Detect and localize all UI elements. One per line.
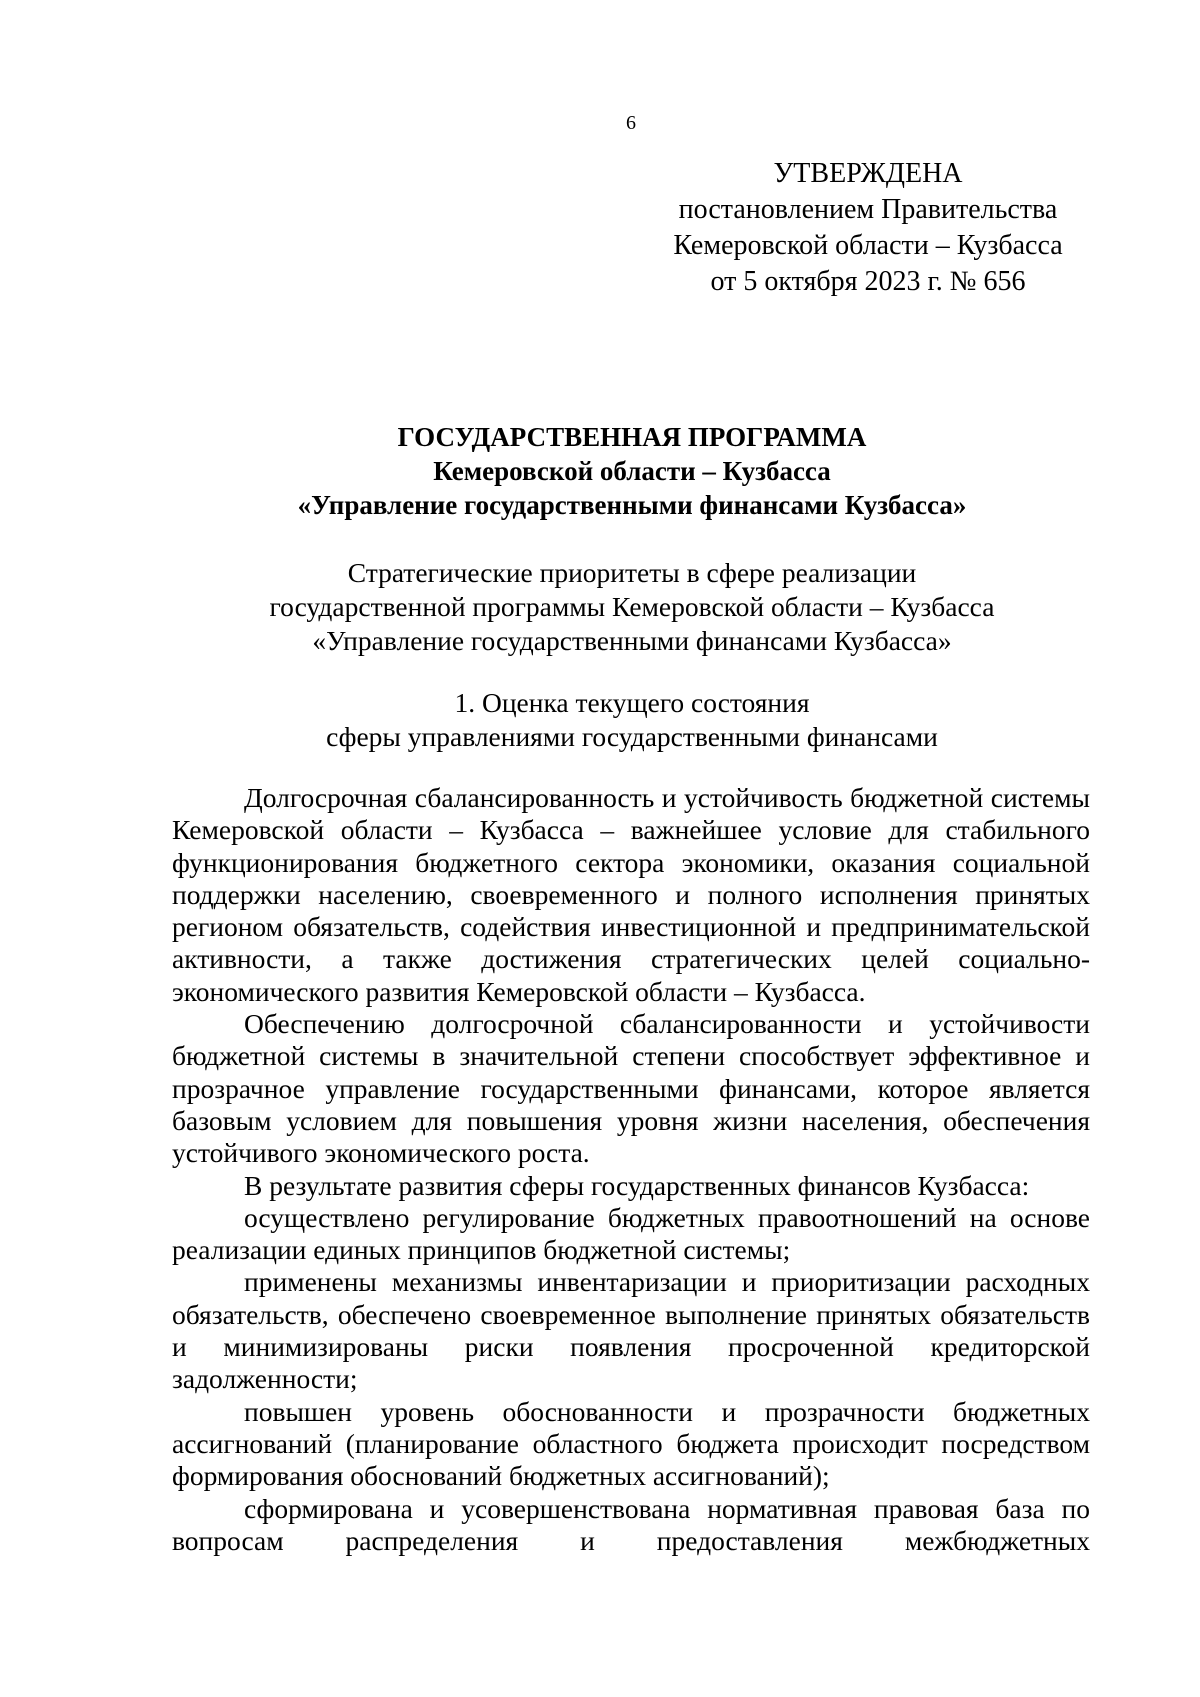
paragraph: Обеспечению долгосрочной сбалансированности и устойчивости бюджетной системы в значительной степени способствует эффективное и прозрачное управление государственными финансами, которое является базовым условием для повышения уровня жизни населения, обеспечения устойчивого экономического роста. <box>172 1008 1090 1169</box>
paragraph: сформирована и усовершенствована нормативная правовая база по вопросам распределения и предоставления межбюджетных <box>172 1492 1090 1556</box>
section-title-line: 1. Оценка текущего состояния <box>454 687 810 718</box>
paragraph: Долгосрочная сбалансированность и устойчивость бюджетной системы Кемеровской области – Кузбасса – важнейшее условие для стабильного функционирования бюджетного сектора экономики, оказания социальной поддержки населению, своевременного и полного исполнения принятых регионом обязательств, содействия инвестиционной и предпринимательской активности, а также достижения стратегических целей социально-экономического развития Кемеровской области – Кузбасса. <box>172 782 1090 1007</box>
approval-stamp <box>650 156 1086 300</box>
approval-date: от 5 октября 2023 г. № 656 <box>710 266 1026 297</box>
program-title: ГОСУДАРСТВЕННАЯ ПРОГРАММА <box>397 422 867 452</box>
paragraph: осуществлено регулирование бюджетных правоотношений на основе реализации единых принципов бюджетной системы; <box>172 1201 1090 1266</box>
subheading-line: «Управление государственными финансами Кузбасса» <box>312 625 952 656</box>
subheading-line: Стратегические приоритеты в сфере реализации <box>347 557 917 588</box>
paragraph: В результате развития сферы государственных финансов Кузбасса: <box>244 1169 1030 1201</box>
approval-line: постановлением Правительства <box>678 194 1058 225</box>
section-title-line: сферы управлениями государственными финансами <box>326 721 938 752</box>
program-region: Кемеровской области – Кузбасса <box>433 456 831 486</box>
strategic-priorities-heading <box>172 556 1092 658</box>
body-text <box>172 782 1090 1557</box>
page-number: 6 <box>626 112 636 134</box>
program-name: «Управление государственными финансами Кузбасса» <box>297 490 967 520</box>
section-title <box>172 686 1092 754</box>
paragraph: повышен уровень обоснованности и прозрачности бюджетных ассигнований (планирование областного бюджета происходит посредством формирования обоснований бюджетных ассигнований); <box>172 1395 1090 1492</box>
approval-title: УТВЕРЖДЕНА <box>773 158 963 189</box>
paragraph: применены механизмы инвентаризации и приоритизации расходных обязательств, обеспечено своевременное выполнение принятых обязательств и минимизированы риски появления просроченной кредиторской задолженности; <box>172 1266 1090 1395</box>
approval-line: Кемеровской области – Кузбасса <box>673 230 1063 261</box>
subheading-line: государственной программы Кемеровской области – Кузбасса <box>269 591 995 622</box>
document-heading <box>172 420 1092 522</box>
